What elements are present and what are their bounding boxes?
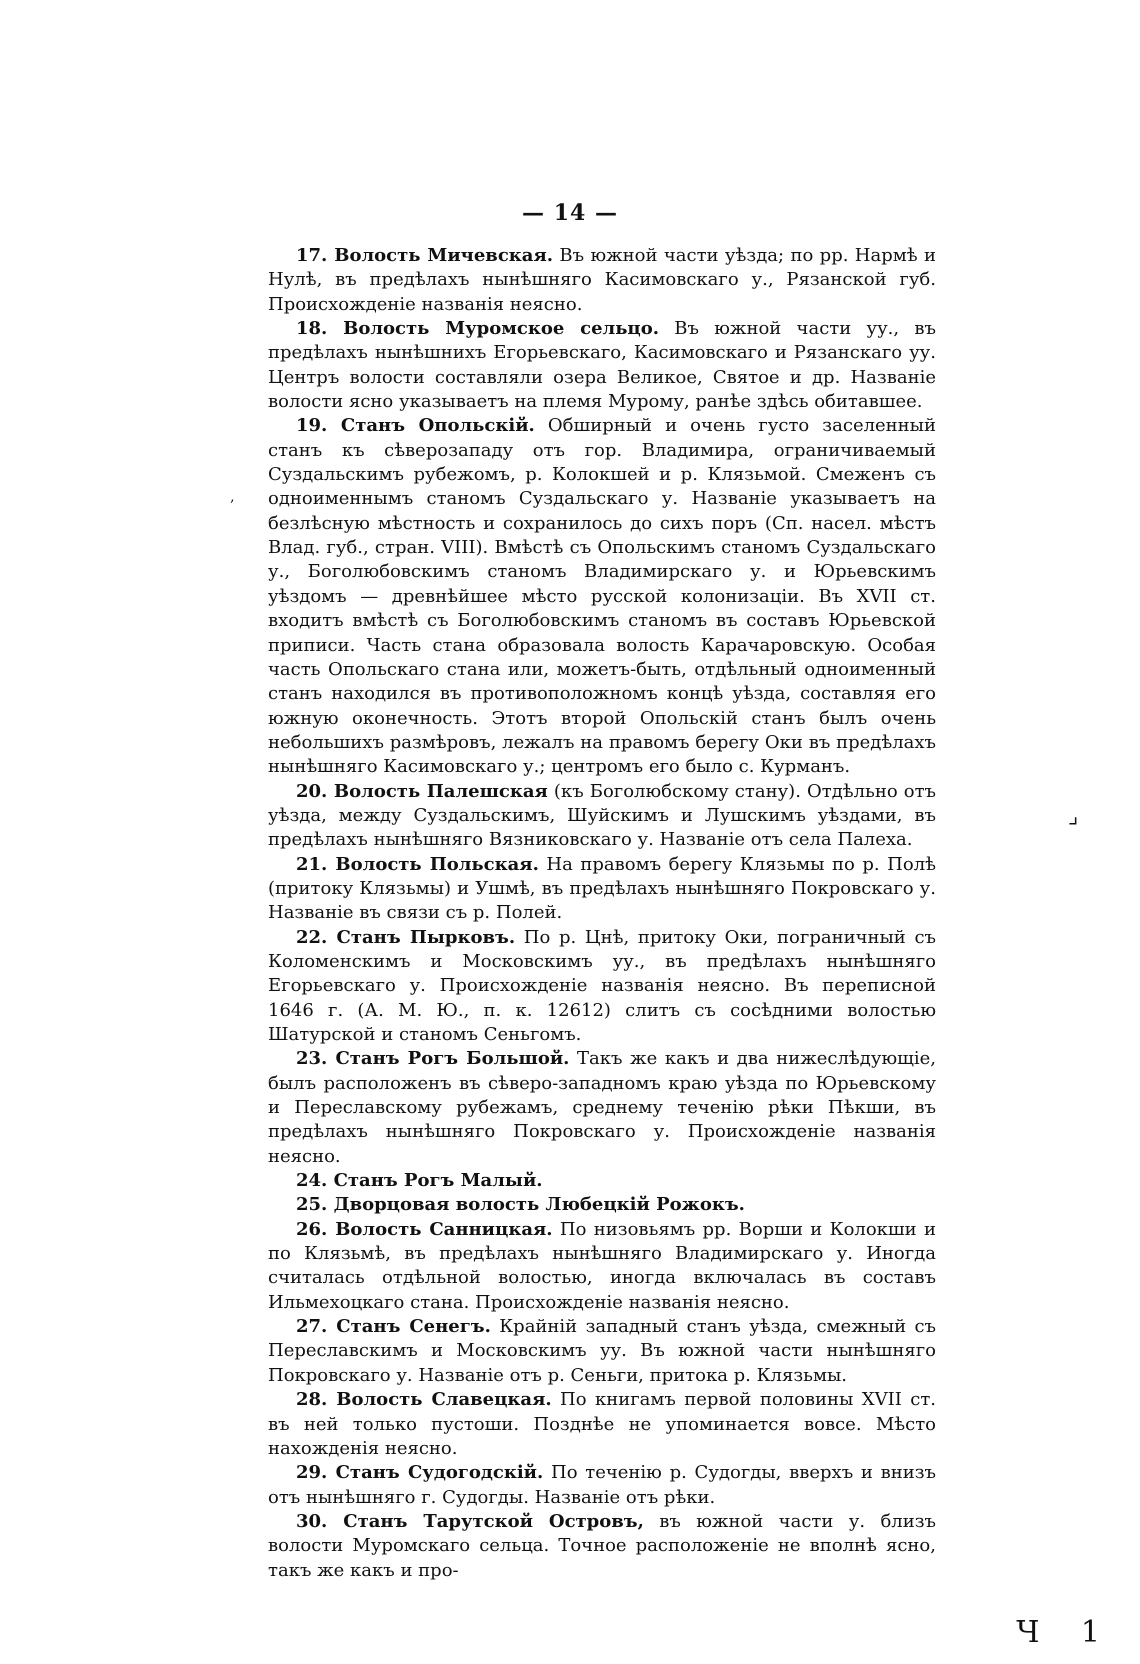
entry-lead: 21. Волость Польская. bbox=[296, 853, 539, 875]
entry-text: (къ Боголюбскому стану). Отдѣльно отъ уѣзда, между Суздальскимъ, Шуйскимъ и Лушскимъ уѣздами, въ предѣлахъ нынѣшняго Вязниковскаго у. Названіе отъ села Палеха. bbox=[268, 780, 937, 851]
entry-lead: 26. Волость Санницкая. bbox=[296, 1218, 553, 1240]
entry-lead: 30. Станъ Тарутской Островъ, bbox=[296, 1510, 644, 1532]
entry-lead: 22. Станъ Пырковъ. bbox=[296, 926, 516, 948]
entry-30 bbox=[268, 1510, 936, 1583]
entry-22 bbox=[268, 926, 936, 1048]
entry-text: Крайній западный станъ уѣзда, смежный съ Переславскимъ и Московскимъ уу. Въ южной части нынѣшняго Покровскаго у. Названіе отъ р. Сеньги, притока р. Клязьмы. bbox=[268, 1316, 937, 1386]
entry-lead: 24. Станъ Рогъ Малый. bbox=[296, 1170, 543, 1192]
entry-text: въ южной части у. близъ волости Муромскаго сельца. Точное расположеніе не вполнѣ ясно, такъ же какъ и про- bbox=[268, 1510, 936, 1581]
entry-lead: 29. Станъ Судогодскій. bbox=[296, 1462, 544, 1484]
entry-27 bbox=[268, 1315, 936, 1388]
entry-18 bbox=[268, 317, 936, 414]
entry-lead: 27. Станъ Сенегъ. bbox=[296, 1316, 491, 1338]
entry-17 bbox=[268, 244, 936, 317]
entry-lead: 25. Дворцовая волость Любецкій Рожокъ. bbox=[296, 1194, 745, 1216]
margin-tick-mark: ‚ bbox=[230, 489, 235, 505]
entry-21 bbox=[268, 853, 936, 926]
entry-text: Такъ же какъ и два нижеслѣдующіе, былъ расположенъ въ сѣверо-западномъ краю уѣзда по Юрьевскому и Переславскому рубежамъ, среднему теченію рѣки Пѣкши, въ предѣлахъ нынѣшняго Покровскаго у. Происхожденіе названія неясно. bbox=[268, 1048, 936, 1167]
entry-text: Обширный и очень густо заселенный станъ къ сѣверозападу отъ гор. Владимира, ограничиваемый Суздальскимъ рубежомъ, р. Колокшей и р. Клязьмой. Смеженъ съ одноименнымъ станомъ Суздальскаго у. Названіе указываетъ на безлѣсную мѣстность и сохранилось до сихъ поръ (Сп. насел. мѣстъ Влад. губ., стран. VIII). Вмѣстѣ съ Опольскимъ станомъ Суздальскаго у., Боголюбовскимъ станомъ Владимирскаго у. и Юрьевскимъ уѣздомъ — древнѣйшее мѣсто русской колонизаціи. Въ XVII ст. входитъ вмѣстѣ съ Боголюбовскимъ станомъ въ составъ Юрьевской приписи. Часть стана образовала волость Карачаровскую. Особая часть Опольскаго стана или, можетъ-быть, отдѣльный одноименный станъ находился въ противоположномъ концѣ уѣзда, составляя его южную оконечность. Этотъ второй Опольскій станъ былъ очень небольшихъ размѣровъ, лежалъ на правомъ берегу Оки въ предѣлахъ нынѣшняго Касимовскаго у.; центромъ его было с. Курманъ. bbox=[268, 415, 936, 778]
entry-text: Въ южной части уу., въ предѣлахъ нынѣшнихъ Егорьевскаго, Касимовскаго и Рязанскаго уу. Центръ волости составляли озера Великое, Святое и др. Названіе волости ясно указываетъ на племя Мурому, ранѣе здѣсь обитавшее. bbox=[268, 318, 936, 413]
entry-25 bbox=[268, 1193, 936, 1217]
entry-text: По низовьямъ рр. Ворши и Колокши и по Клязьмѣ, въ предѣлахъ нынѣшняго Владимирскаго у. Иногда считалась отдѣльной волостью, иногда включалась въ составъ Ильмехоцкаго стана. Происхожденіе названія неясно. bbox=[268, 1218, 937, 1313]
corner-marks: Ч 1 bbox=[1016, 1615, 1116, 1650]
page-number: — 14 — bbox=[522, 200, 618, 226]
entry-26 bbox=[268, 1218, 936, 1315]
entry-lead: 19. Станъ Опольскій. bbox=[296, 415, 535, 437]
entry-lead: 28. Волость Славецкая. bbox=[296, 1389, 552, 1411]
entry-lead: 23. Станъ Рогъ Большой. bbox=[296, 1048, 570, 1070]
entry-text: Въ южной части уѣзда; по рр. Нармѣ и Нулѣ, въ предѣлахъ нынѣшняго Касимовскаго у., Рязанской губ. Происхожденіе названія неясно. bbox=[268, 245, 936, 315]
entry-lead: 20. Волость Палешская bbox=[296, 780, 548, 802]
entry-24 bbox=[268, 1169, 936, 1193]
entry-20 bbox=[268, 780, 936, 853]
entry-text: По теченію р. Судогды, вверхъ и внизъ отъ нынѣшняго г. Судогды. Названіе отъ рѣки. bbox=[268, 1462, 936, 1508]
entry-text: На правомъ берегу Клязьмы по р. Полѣ (притоку Клязьмы) и Ушмѣ, въ предѣлахъ нынѣшняго Покровскаго у. Названіе въ связи съ р. Полей. bbox=[268, 853, 936, 924]
entry-28 bbox=[268, 1388, 936, 1461]
entry-19 bbox=[268, 414, 936, 779]
entry-lead: 18. Волость Муромское сельцо. bbox=[296, 318, 659, 340]
entry-text: По р. Цнѣ, притоку Оки, пограничный съ Коломенскимъ и Московскимъ уу., въ предѣлахъ нынѣшняго Егорьевскаго у. Происхожденіе названія неясно. Въ переписной 1646 г. (А. М. Ю., п. к. 12612) слитъ съ сосѣдними волостью Шатурской и станомъ Сеньгомъ. bbox=[268, 926, 936, 1045]
entry-23 bbox=[268, 1047, 936, 1169]
margin-pencil-mark: ⌟ bbox=[1068, 804, 1079, 829]
entry-29 bbox=[268, 1461, 936, 1510]
entry-lead: 17. Волость Мичевская. bbox=[296, 245, 554, 266]
text-block bbox=[268, 244, 936, 1583]
entry-text: По книгамъ первой половины XVII ст. въ ней только пустоши. Позднѣе не упоминается вовсе. Мѣсто нахожденія неясно. bbox=[268, 1389, 936, 1459]
